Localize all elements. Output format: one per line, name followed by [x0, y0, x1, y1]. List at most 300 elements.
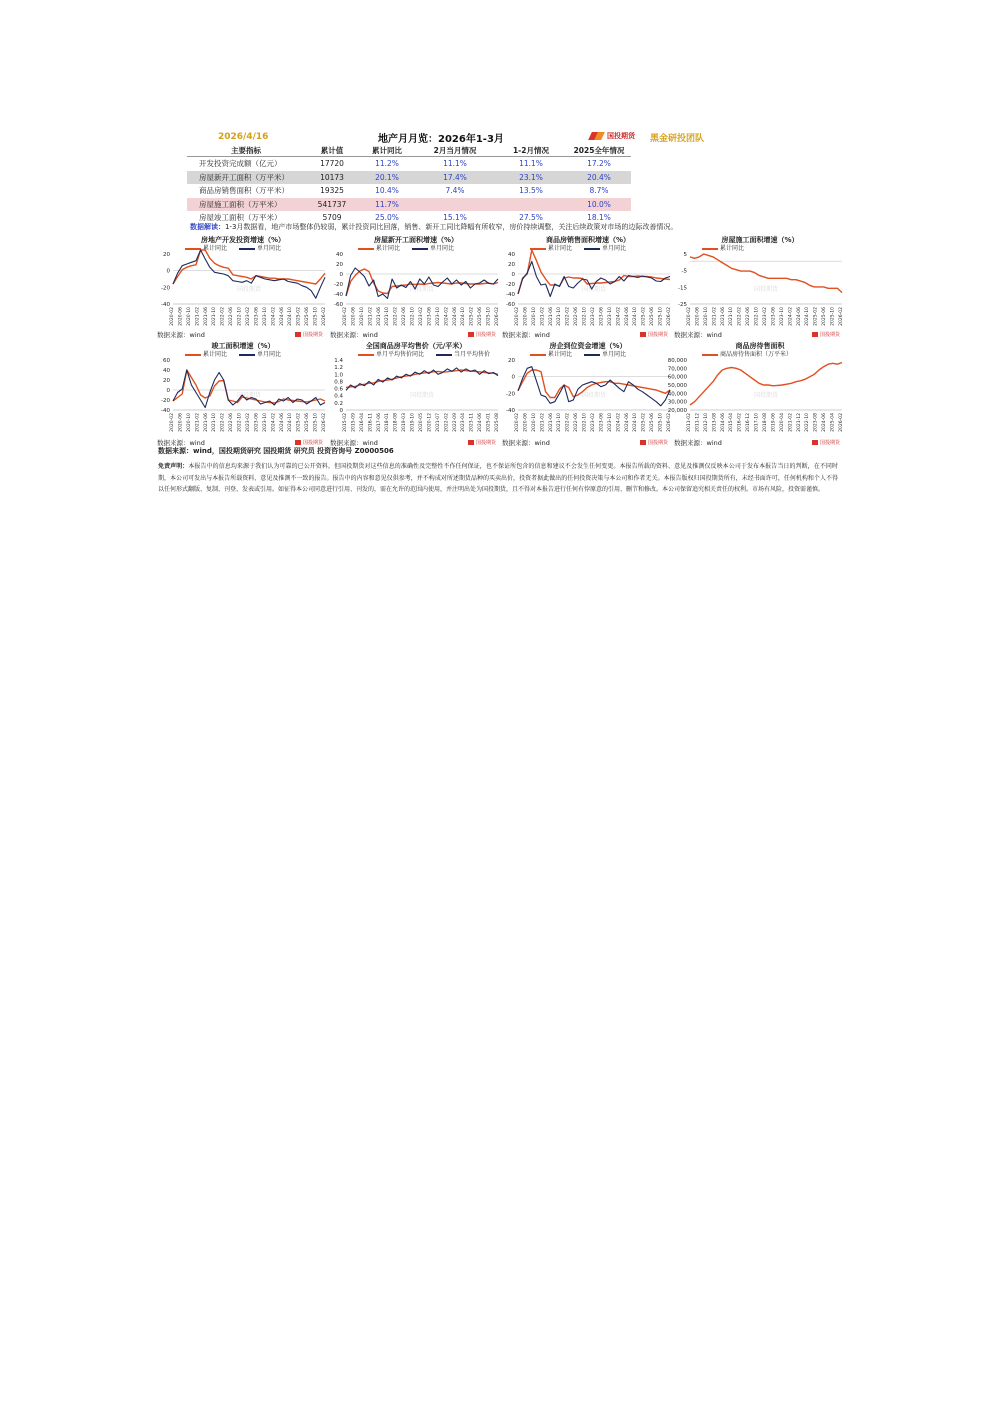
- x-tick-label: 2023-10: [262, 307, 268, 326]
- x-tick-label: 2026-02: [322, 413, 327, 432]
- legend-label: 商品房待售面积（万平米）: [720, 351, 793, 358]
- y-tick-label: 0: [339, 408, 343, 414]
- logo-mark-icon: [640, 332, 646, 337]
- x-tick-label: 2023-06: [599, 413, 605, 432]
- chart-title: 房企到位资金增速（%）: [549, 342, 627, 350]
- y-tick-label: 5: [683, 252, 687, 258]
- chart-source: 数据来源：wind: [157, 331, 205, 339]
- x-tick-label: 2021-06: [203, 307, 209, 326]
- x-tick-label: 2024-06: [624, 307, 630, 326]
- x-tick-label: 2022-02: [565, 307, 571, 326]
- y-tick-label: 20: [163, 378, 170, 384]
- x-tick-label: 2022-10: [754, 307, 760, 326]
- x-tick-label: 2026-02: [839, 307, 844, 326]
- row-name: 商品房销售面积（万平米）: [199, 186, 289, 196]
- x-tick-label: 2021-07: [435, 413, 441, 432]
- y-tick-label: -20: [506, 391, 515, 398]
- x-tick-label: 2025-10: [658, 413, 664, 432]
- x-tick-label: 2025-06: [305, 413, 311, 432]
- x-tick-label: 2019-06: [771, 413, 777, 432]
- x-tick-label: 2025-01: [486, 413, 492, 432]
- x-tick-label: 2020-02: [343, 307, 348, 326]
- chart-logo: [812, 331, 840, 338]
- x-tick-label: 2022-06: [574, 413, 580, 432]
- y-tick-label: -20: [161, 398, 170, 404]
- x-tick-label: 2020-06: [523, 413, 529, 432]
- x-tick-label: 2011-12: [695, 413, 701, 432]
- y-tick-label: 0.2: [334, 400, 343, 407]
- x-tick-label: 2016-12: [746, 413, 752, 432]
- chart-title: 商品房待售面积: [735, 342, 785, 350]
- row-name: 房屋竣工面积（万平米）: [199, 213, 282, 223]
- chart-logo: [640, 331, 668, 338]
- row-yoy: 20.1%: [359, 171, 415, 185]
- chart-source: 数据来源：wind: [157, 439, 205, 447]
- chart-panel: [155, 340, 331, 447]
- y-tick-label: 0: [511, 272, 515, 278]
- row-janfeb: 23.1%: [495, 171, 567, 185]
- y-tick-label: 0: [339, 272, 343, 278]
- x-tick-label: 2020-10: [186, 307, 192, 326]
- y-tick-label: 0: [166, 388, 170, 394]
- x-tick-label: 2022-10: [237, 413, 243, 432]
- x-tick-label: 2025-06: [305, 307, 311, 326]
- y-tick-label: 0.4: [334, 393, 343, 400]
- x-tick-label: 2025-06: [478, 307, 484, 326]
- x-tick-label: 2023-10: [262, 413, 268, 432]
- chart-logo-text: 国投期货: [648, 332, 669, 338]
- y-tick-label: 1.2: [334, 365, 343, 372]
- chart-source: 数据来源：wind: [502, 439, 550, 447]
- x-tick-label: 2021-02: [540, 307, 546, 326]
- watermark-text: 国投期货: [236, 286, 262, 293]
- x-tick-label: 2022-06: [402, 307, 408, 326]
- watermark-text: 国投期货: [236, 392, 262, 399]
- x-tick-label: 2024-10: [288, 307, 294, 326]
- x-tick-label: 2025-06: [650, 413, 656, 432]
- x-tick-label: 2022-02: [220, 307, 226, 326]
- chart-logo: [468, 439, 496, 446]
- x-tick-label: 2021-02: [368, 307, 374, 326]
- y-tick-label: -40: [334, 292, 343, 298]
- chart-logo: [295, 439, 323, 446]
- x-tick-label: 2020-02: [515, 307, 520, 326]
- y-tick-label: 20: [508, 358, 515, 364]
- x-tick-label: 2022-10: [805, 413, 811, 432]
- x-tick-label: 2024-10: [633, 307, 639, 326]
- x-tick-label: 2011-02: [687, 413, 692, 432]
- x-tick-label: 2020-05: [419, 413, 424, 432]
- y-tick-label: 1.4: [334, 358, 343, 364]
- y-tick-label: -25: [678, 302, 687, 308]
- x-tick-label: 2024-06: [478, 413, 484, 432]
- legend-label: 单月同比: [257, 245, 282, 252]
- x-tick-label: 2022-06: [746, 307, 752, 326]
- chart-source: 数据来源：wind: [674, 331, 722, 339]
- x-tick-label: 2024-02: [616, 413, 622, 432]
- y-tick-label: -20: [334, 282, 343, 288]
- y-tick-label: 0.8: [334, 379, 343, 386]
- y-tick-label: 60: [163, 358, 170, 364]
- chart-svg: [667, 340, 848, 442]
- x-tick-label: 2023-06: [427, 307, 433, 326]
- logo-mark-icon: [640, 440, 646, 445]
- chart-title: 房屋新开工面积增速（%）: [373, 236, 458, 244]
- x-tick-label: 2025-06: [650, 307, 656, 326]
- x-tick-label: 2023-04: [461, 413, 467, 432]
- row-yoy: 11.2%: [375, 159, 399, 169]
- y-tick-label: -40: [506, 408, 515, 414]
- x-tick-label: 2021-10: [212, 307, 218, 326]
- x-tick-label: 2018-08: [763, 413, 768, 432]
- x-tick-label: 2024-06: [624, 413, 630, 432]
- x-tick-label: 2021-10: [729, 307, 735, 326]
- chart-svg: [500, 340, 676, 442]
- x-tick-label: 2020-06: [178, 413, 184, 432]
- chart-svg: [328, 340, 504, 442]
- row-janfeb: 11.1%: [519, 159, 543, 169]
- x-tick-label: 2025-10: [830, 307, 836, 326]
- x-tick-label: 2020-06: [351, 307, 357, 326]
- team-name: 黑金研投团队: [650, 134, 705, 144]
- row-yoy: 11.7%: [359, 198, 415, 212]
- chart-svg: [500, 234, 676, 336]
- legend-label: 累计同比: [203, 351, 228, 358]
- legend-label: 累计同比: [548, 245, 573, 252]
- x-tick-label: 2021-06: [548, 413, 554, 432]
- logo-mark-icon: [812, 440, 818, 445]
- chart-panel: [500, 234, 676, 339]
- chart-title: 商品房销售面积增速（%）: [545, 236, 630, 244]
- row-feb: 17.4%: [415, 171, 495, 185]
- disclaimer-text: 本报告中的信息均来源于我们认为可靠的已公开资料，但国投期货对这些信息的准确性及完整性不作任何保证，也不保证所包含的信息和建议不会发生任何变更。本报告所载的资料、意见及推测仅反映本公司于发布本报告当日的判断，在不同时期，本公司可发出与本报告所载资料、意见及推测不一致的报告。报告中的内容和意见仅供参考，并不构成对所述期货品种的买卖出价，投资者据此做出的任何投资决策与本公司和作者无关。本报告版权归国投期货所有，未经书面许可，任何机构和个人不得以任何形式翻版、复制、刊登、发表或引用。如征得本公司同意进行引用、刊发的，需在允许的范围内使用，并注明出处为国投期货，且不得对本报告进行任何有悖原意的引用、删节和修改。本公司保留追究相关责任的权利。市场有风险，投资需谨慎。: [158, 463, 838, 493]
- y-tick-label: -40: [161, 408, 170, 414]
- x-tick-label: 2017-10: [754, 413, 760, 432]
- y-tick-label: 0: [166, 268, 170, 275]
- chart-panel: [672, 234, 848, 339]
- chart-logo-text: 国投期货: [820, 332, 841, 338]
- y-tick-label: -60: [506, 302, 515, 308]
- x-tick-label: 2022-09: [452, 413, 458, 432]
- x-tick-label: 2023-10: [779, 307, 785, 326]
- x-tick-label: 2025-10: [313, 307, 319, 326]
- x-tick-label: 2023-02: [246, 413, 251, 432]
- x-tick-label: 2021-10: [557, 413, 563, 432]
- row-2025: 8.7%: [589, 186, 609, 196]
- x-tick-label: 2012-10: [703, 413, 709, 432]
- x-tick-label: 2021-12: [796, 413, 802, 432]
- x-tick-label: 2025-02: [296, 413, 302, 432]
- chart-panel: [667, 340, 848, 447]
- chart-title: 房地产开发投资增速（%）: [200, 236, 285, 244]
- logo-mark-icon: [590, 132, 604, 140]
- x-tick-label: 2022-06: [229, 413, 235, 432]
- x-tick-label: 2020-10: [531, 413, 537, 432]
- legend-label: 累计同比: [203, 245, 228, 252]
- footer-source: 数据来源：wind，国投期货研究 国投期货 研究员 投资咨询号 Z0000506: [158, 447, 394, 455]
- chart-svg: [672, 234, 848, 336]
- report-date: 2026/4/16: [218, 132, 269, 142]
- chart-logo-text: 国投期货: [476, 440, 497, 446]
- x-tick-label: 2025-02: [469, 307, 475, 326]
- disclaimer-label: 免责声明：: [158, 463, 189, 470]
- watermark-text: 国投期货: [753, 286, 779, 293]
- x-tick-label: 2021-06: [548, 307, 554, 326]
- x-tick-label: 2025-08: [495, 413, 500, 432]
- chart-svg: [155, 340, 331, 442]
- x-tick-label: 2013-08: [712, 413, 718, 432]
- y-tick-label: 30,000: [667, 399, 687, 406]
- x-tick-label: 2020-12: [427, 413, 433, 432]
- x-tick-label: 2020-06: [178, 307, 184, 326]
- row-name: 房屋施工面积（万平米）: [187, 198, 305, 212]
- x-tick-label: 2022-02: [737, 307, 743, 326]
- chart-panel: [328, 340, 504, 447]
- watermark-text: 国投期货: [409, 286, 435, 293]
- y-tick-label: -20: [506, 282, 515, 288]
- logo-mark-icon: [295, 440, 301, 445]
- x-tick-label: 2023-02: [591, 307, 596, 326]
- row-2025: 17.2%: [587, 159, 611, 169]
- x-tick-label: 2024-02: [271, 307, 277, 326]
- x-tick-label: 2024-02: [616, 307, 622, 326]
- x-tick-label: 2025-02: [813, 307, 819, 326]
- summary-row: [187, 198, 631, 212]
- x-tick-label: 2024-10: [288, 413, 294, 432]
- chart-logo-text: 国投期货: [303, 440, 324, 446]
- x-tick-label: 2020-02: [170, 413, 175, 432]
- series-line-cumulative: [173, 250, 325, 284]
- row-feb: 7.4%: [445, 186, 465, 196]
- x-tick-label: 2021-06: [203, 413, 209, 432]
- x-tick-label: 2024-10: [633, 413, 639, 432]
- col-header-total: 累计值: [305, 144, 359, 157]
- chart-logo-text: 国投期货: [820, 440, 841, 446]
- x-tick-label: 2021-02: [712, 307, 718, 326]
- x-tick-label: 2026-02: [495, 307, 500, 326]
- data-interpretation-note: [190, 222, 677, 232]
- x-tick-label: 2026-02: [667, 413, 672, 432]
- x-tick-label: 2020-02: [515, 413, 520, 432]
- y-tick-label: 20: [336, 262, 343, 268]
- disclaimer: [158, 461, 838, 496]
- col-header-janfeb: 1-2月情况: [495, 144, 567, 157]
- x-tick-label: 2020-10: [703, 307, 709, 326]
- chart-logo: [468, 331, 496, 338]
- x-tick-label: 2018-01: [385, 413, 391, 432]
- y-tick-label: 40: [508, 252, 515, 258]
- row-janfeb: 27.5%: [519, 213, 543, 223]
- chart-source: 数据来源：wind: [674, 439, 722, 447]
- legend-label: 单月平均售价同比: [376, 351, 425, 358]
- x-tick-label: 2026-02: [667, 307, 672, 326]
- y-tick-label: 0: [511, 374, 515, 381]
- x-tick-label: 2024-02: [271, 413, 277, 432]
- row-2025: 10.0%: [567, 198, 631, 212]
- series-line-cumulative: [173, 370, 325, 403]
- chart-svg: [155, 234, 331, 336]
- x-tick-label: 2025-04: [830, 413, 836, 432]
- logo-mark-icon: [295, 332, 301, 337]
- summary-table: [187, 144, 631, 225]
- row-janfeb: [495, 198, 567, 212]
- watermark-text: 国投期货: [581, 286, 607, 293]
- x-tick-label: 2023-06: [599, 307, 605, 326]
- x-tick-label: 2021-10: [212, 413, 218, 432]
- x-tick-label: 2023-02: [591, 413, 596, 432]
- col-header-feb: 2月当月情况: [415, 144, 495, 157]
- row-feb: 15.1%: [443, 213, 467, 223]
- chart-title: 房屋施工面积增速（%）: [721, 236, 799, 244]
- x-tick-label: 2024-06: [279, 307, 285, 326]
- col-header-yoy: 累计同比: [359, 144, 415, 157]
- x-tick-label: 2025-02: [296, 307, 302, 326]
- chart-panel: [155, 234, 331, 339]
- x-tick-label: 2023-06: [254, 413, 260, 432]
- y-tick-label: 80,000: [667, 358, 687, 364]
- x-tick-label: 2024-06: [796, 307, 802, 326]
- x-tick-label: 2021-02: [788, 413, 794, 432]
- y-tick-label: 20,000: [667, 408, 687, 414]
- x-tick-label: 2019-03: [402, 413, 408, 432]
- x-tick-label: 2020-02: [687, 307, 692, 326]
- x-tick-label: 2023-06: [254, 307, 260, 326]
- x-tick-label: 2020-10: [186, 413, 192, 432]
- summary-row: [187, 184, 631, 198]
- summary-row: [187, 157, 631, 171]
- y-tick-label: 50,000: [667, 383, 687, 389]
- legend-label: 单月同比: [430, 245, 455, 252]
- x-tick-label: 2020-10: [531, 307, 537, 326]
- row-total: 541737: [305, 198, 359, 212]
- row-name: 房屋新开工面积（万平米）: [187, 171, 305, 185]
- x-tick-label: 2024-02: [444, 307, 450, 326]
- y-tick-label: -5: [681, 268, 687, 275]
- row-2025: 18.1%: [587, 213, 611, 223]
- x-tick-label: 2024-10: [461, 307, 467, 326]
- chart-logo: [295, 331, 323, 338]
- row-feb: [415, 198, 495, 212]
- x-tick-label: 2021-10: [385, 307, 391, 326]
- x-tick-label: 2016-04: [359, 413, 365, 432]
- x-tick-label: 2022-10: [582, 413, 588, 432]
- chart-svg: [328, 234, 504, 336]
- x-tick-label: 2022-02: [444, 413, 450, 432]
- row-total: 10173: [305, 171, 359, 185]
- note-label: 数据解读：: [190, 223, 225, 231]
- y-tick-label: 0.6: [334, 386, 343, 393]
- y-tick-label: 20: [508, 262, 515, 268]
- y-tick-label: 70,000: [667, 366, 687, 373]
- y-tick-label: 40,000: [667, 391, 687, 398]
- row-janfeb: 13.5%: [519, 186, 543, 196]
- y-tick-label: 1.0: [334, 372, 343, 379]
- watermark-text: 国投期货: [581, 392, 607, 399]
- x-tick-label: 2018-08: [393, 413, 399, 432]
- x-tick-label: 2024-10: [805, 307, 811, 326]
- x-tick-label: 2025-02: [641, 413, 647, 432]
- summary-header-row: [187, 144, 631, 157]
- y-tick-label: 40: [336, 252, 343, 258]
- row-2025: 20.4%: [567, 171, 631, 185]
- chart-logo-text: 国投期货: [303, 332, 324, 338]
- row-name: 开发投资完成额（亿元）: [199, 159, 282, 169]
- x-tick-label: 2020-06: [695, 307, 701, 326]
- x-tick-label: 2022-10: [582, 307, 588, 326]
- x-tick-label: 2023-02: [246, 307, 251, 326]
- x-tick-label: 2016-02: [737, 413, 743, 432]
- x-tick-label: 2023-02: [419, 307, 424, 326]
- chart-panel: [500, 340, 676, 447]
- x-tick-label: 2026-02: [839, 413, 844, 432]
- x-tick-label: 2025-10: [313, 413, 319, 432]
- chart-title: 全国商品房平均售价（元/平米）: [365, 342, 467, 350]
- chart-source: 数据来源：wind: [330, 331, 378, 339]
- report-title: 地产月月览：2026年1-3月: [378, 134, 504, 145]
- watermark-text: 国投期货: [409, 392, 435, 399]
- x-tick-label: 2020-02: [170, 307, 175, 326]
- x-tick-label: 2025-06: [822, 307, 828, 326]
- y-tick-label: -40: [161, 302, 170, 308]
- x-tick-label: 2021-06: [720, 307, 726, 326]
- x-tick-label: 2021-06: [376, 307, 382, 326]
- x-tick-label: 2017-06: [376, 413, 382, 432]
- x-tick-label: 2025-10: [486, 307, 492, 326]
- x-tick-label: 2022-06: [574, 307, 580, 326]
- row-total: 17720: [320, 159, 344, 169]
- legend-label: 单月同比: [602, 351, 627, 358]
- col-header-indicator: 主要指标: [187, 144, 305, 157]
- legend-label: 单月同比: [257, 351, 282, 358]
- summary-row: [187, 171, 631, 185]
- legend-label: 累计同比: [720, 245, 745, 252]
- x-tick-label: 2015-02: [343, 413, 348, 432]
- row-yoy: 25.0%: [375, 213, 399, 223]
- x-tick-label: 2021-10: [557, 307, 563, 326]
- logo-mark-icon: [468, 332, 474, 337]
- y-tick-label: -60: [334, 302, 343, 308]
- y-tick-label: -15: [678, 285, 687, 292]
- x-tick-label: 2024-06: [452, 307, 458, 326]
- x-tick-label: 2021-02: [195, 307, 201, 326]
- y-tick-label: -40: [506, 292, 515, 298]
- legend-label: 累计同比: [548, 351, 573, 358]
- y-tick-label: -20: [161, 285, 170, 292]
- x-tick-label: 2020-10: [359, 307, 365, 326]
- logo-mark-icon: [812, 332, 818, 337]
- x-tick-label: 2020-06: [523, 307, 529, 326]
- chart-panel: [328, 234, 504, 339]
- x-tick-label: 2025-10: [658, 307, 664, 326]
- chart-logo-text: 国投期货: [476, 332, 497, 338]
- x-tick-label: 2023-06: [771, 307, 777, 326]
- x-tick-label: 2022-06: [229, 307, 235, 326]
- logo-mark-icon: [468, 440, 474, 445]
- chart-logo: [640, 439, 668, 446]
- company-logo: [590, 131, 635, 141]
- row-feb: 11.1%: [443, 159, 467, 169]
- chart-logo: [812, 439, 840, 446]
- x-tick-label: 2022-10: [237, 307, 243, 326]
- logo-text: 国投期货: [607, 132, 635, 140]
- x-tick-label: 2021-02: [540, 413, 546, 432]
- chart-source: 数据来源：wind: [502, 331, 550, 339]
- x-tick-label: 2023-11: [469, 413, 475, 432]
- note-text: 1-3月数据看，地产市场整体仍较弱，累计投资同比回落，销售、新开工同比降幅有所收窄，房价持续调整，关注后续政策对市场的边际改善情况。: [225, 223, 678, 231]
- row-total: 19325: [320, 186, 344, 196]
- x-tick-label: 2023-10: [607, 307, 613, 326]
- legend-label: 累计同比: [376, 245, 401, 252]
